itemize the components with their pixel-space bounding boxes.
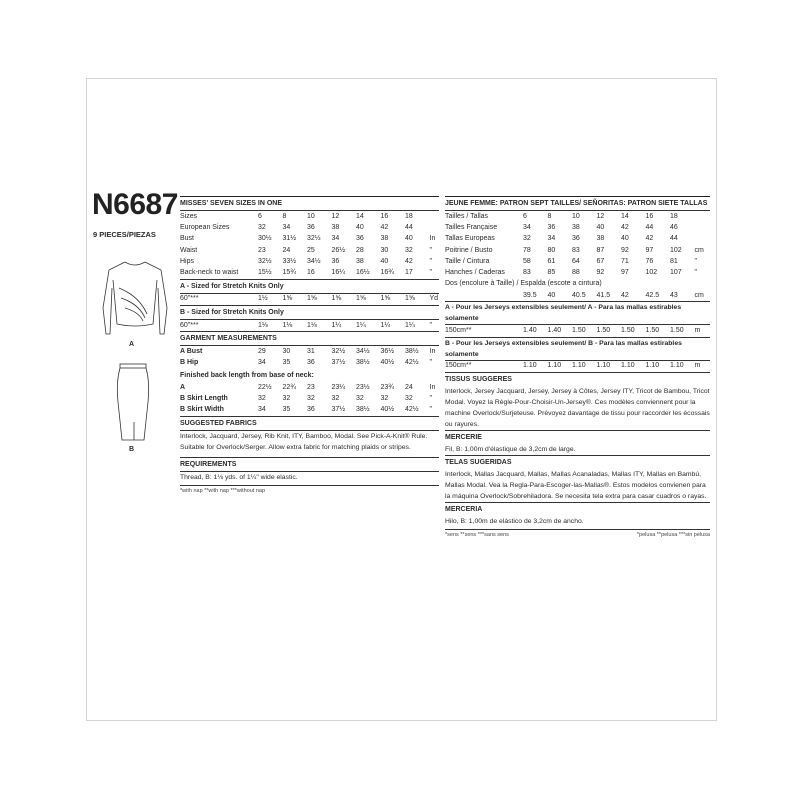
row-value: 40 [380,257,389,265]
row-unit: cm [694,246,704,254]
row-value: 40 [621,235,629,243]
row-label: Hips [180,257,195,265]
row-value: 34 [547,235,556,243]
row-unit: Yd [429,295,439,303]
row-unit: In [429,383,436,391]
row-label: Tailles Française [445,223,498,231]
garment-row [180,346,439,357]
footnote-es: *pelusa **pelusa ***sin pelusa [636,531,710,538]
row-unit: " [429,257,432,265]
tissus-title: TISSUS SUGGERES [445,375,512,383]
row-unit: " [694,257,697,265]
row-value: 41.5 [596,291,611,299]
row-value: 38 [572,223,580,231]
row-value: 58 [523,257,531,265]
section-b-title-fr-es: B - Pour les Jerseys extensibles seulement/ B - Para las mallas estirables solamente [445,339,682,358]
row-unit: " [429,269,432,277]
row-value: 38 [380,235,389,243]
row-unit: " [429,406,432,414]
row-value: 14 [621,212,629,220]
row-value: 34 [258,406,266,414]
view-a-label: A [129,341,135,348]
row-value: 38 [331,223,340,231]
row-value: 24 [282,246,291,254]
row-unit: " [694,269,697,277]
row-value: 16¾ [380,269,395,277]
row-unit: cm [694,291,704,299]
row-value: 32 [258,394,266,402]
row-value: 22¾ [282,383,297,391]
section-a-title: A - Sized for Stretch Knits Only [180,282,284,290]
row-value: 22½ [258,383,272,391]
row-unit: In [429,235,436,243]
row-value: 30½ [258,235,272,243]
metrage-b-row [445,361,710,372]
row-value: 26½ [331,246,346,254]
row-value: 38 [596,235,605,243]
row-value: 16 [380,212,389,220]
yardage-a-row [180,294,439,305]
size-row [180,211,439,222]
chart-title-fr-es: JEUNE FEMME: PATRON SEPT TAILLES/ SEÑORITAS: PATRON SIETE TALLAS [445,200,708,207]
row-value: 76 [645,257,654,265]
row-value: 1⅝ [307,295,317,303]
row-value: 40 [547,291,556,299]
row-value: 43 [670,291,678,299]
row-value: 44 [405,223,413,231]
row-value: 1.10 [621,362,635,370]
row-value: 1.40 [547,327,562,335]
row-label: Sizes [180,212,198,220]
suggested-fabrics-text: Interlock, Jacquard, Jersey, Rib Knit, ITY, Bamboo, Modal. See Pick-A-Knit® Rule. Suitable for Overlock/Serger. Allow extra fabric for matching plaids or stripes. [180,432,428,451]
size-row [180,234,439,245]
section-a-title-fr-es: A - Pour les Jerseys extensibles seulement/ A - Para las mallas estirables solamente [445,304,682,323]
row-label: 60"*** [180,321,199,329]
yardage-b-row [180,320,439,331]
row-value: 30 [282,348,291,356]
size-fr-es-row [445,245,710,256]
row-value: 1½ [258,295,268,303]
row-value: 102 [645,269,658,277]
row-value: 36 [356,235,364,243]
view-a-sketch [95,258,175,338]
row-value: 32½ [258,257,272,265]
row-value: 1.10 [596,362,611,370]
size-fr-es-row [445,211,710,222]
row-value: 42 [405,257,413,265]
row-label: 150cm** [445,327,472,335]
row-value: 40 [405,235,413,243]
row-value: 1.10 [670,362,684,370]
row-value: 32 [523,235,531,243]
row-value: 44 [645,223,654,231]
row-value: 38½ [356,359,370,367]
row-value: 34 [523,223,531,231]
row-value: 8 [547,212,552,220]
row-value: 31½ [282,235,297,243]
row-value: 15¾ [282,269,297,277]
mercerie-text: Fil, B: 1,00m d'élastique de 3,2cm de large. [445,445,576,453]
size-fr-es-row [445,267,710,278]
row-value: 36 [307,223,315,231]
row-value: 1⅛ [282,321,293,329]
row-value: 1⅝ [356,295,366,303]
merceria-title: MERCERIA [445,505,483,513]
telas-text: Interlock, Mallas Jacquard, Mallas, Mallas Acanaladas, Mallas ITY, Mallas en Bambú, Mallas Modal. Vea la Regla-Para-Escoger-las-Mallas®. Estos modelos convienen para la máquina Overlock/Sobrehiladora. Se necesita tela extra para casar cuadros o rayas. [445,470,707,500]
row-label: Back-neck to waist [180,269,239,277]
french-spanish-size-chart [445,196,710,540]
row-value: 1.10 [645,362,660,370]
row-value: 12 [596,212,605,220]
row-value: 31 [307,348,315,356]
pieces-count: 9 PIECES/PIEZAS [93,230,156,239]
footnote-fr: *sens **sens ***sans sens [445,531,509,538]
row-value: 92 [621,246,629,254]
row-value: 1.50 [572,327,586,335]
row-value: 29 [258,348,266,356]
row-value: 1⅝ [331,295,342,303]
row-value: 14 [356,212,364,220]
row-value: 33½ [282,257,297,265]
requirements-text: Thread, B: 1⅛ yds. of 1¼" wide elastic. [180,473,298,481]
row-value: 36 [572,235,580,243]
suggested-fabrics-title: SUGGESTED FABRICS [180,419,257,427]
row-label: Taille / Cintura [445,257,490,265]
row-value: 38½ [356,406,370,414]
row-value: 32 [380,394,389,402]
row-value: 87 [596,246,605,254]
row-value: 1.50 [645,327,660,335]
row-value: 8 [282,212,287,220]
row-value: 6 [523,212,527,220]
row-value: 32 [331,394,340,402]
row-label: Tailles / Tallas [445,212,489,220]
row-value: 97 [621,269,629,277]
section-b-title: B - Sized for Stretch Knits Only [180,309,284,317]
row-value: 102 [670,246,682,254]
row-value: 16¼ [331,269,346,277]
row-value: 15½ [258,269,272,277]
row-value: 32½ [307,235,321,243]
row-value: 61 [547,257,556,265]
row-value: 34½ [356,348,370,356]
row-value: 32 [307,394,315,402]
row-label: A [180,383,186,391]
row-value: 1⅛ [258,321,268,329]
row-value: 6 [258,212,262,220]
view-b-sketch [104,362,164,442]
row-value: 97 [645,246,654,254]
row-unit: " [429,246,432,254]
back-length-row [180,382,439,393]
size-row [180,222,439,233]
row-label: B Skirt Length [180,394,228,402]
row-value: 107 [670,269,682,277]
row-value: 71 [621,257,629,265]
row-value: 85 [547,269,556,277]
row-label: Bust [180,235,195,243]
row-value: 1¼ [405,321,415,329]
row-label: A Bust [180,348,203,356]
row-value: 83 [572,246,580,254]
row-value: 16½ [356,269,370,277]
row-value: 42 [645,235,654,243]
size-row [180,267,439,278]
row-value: 40 [356,223,364,231]
row-value: 25 [307,246,315,254]
row-value: 40.5 [572,291,586,299]
garment-measurements-title: GARMENT MEASUREMENTS [180,335,277,343]
row-value: 36 [307,359,315,367]
row-value: 1.40 [523,327,537,335]
row-value: 32 [282,394,291,402]
row-value: 1.50 [621,327,635,335]
row-label: Hanches / Caderas [445,269,505,277]
row-value: 80 [547,246,556,254]
merceria-text: Hilo, B: 1,00m de elástico de 3,2cm de ancho. [445,517,584,525]
size-fr-es-row [445,256,710,267]
row-value: 1.50 [596,327,611,335]
row-value: 32 [356,394,364,402]
row-value: 1¼ [331,321,342,329]
row-label: B Skirt Width [180,406,224,414]
row-unit: " [429,321,432,329]
size-fr-es-row [445,222,710,233]
row-value: 1⅝ [380,295,391,303]
row-value: 24 [405,383,413,391]
row-label: 60"*** [180,295,199,303]
row-value: 23¾ [380,383,395,391]
row-value: 28 [356,246,364,254]
chart-title: MISSES' SEVEN SIZES IN ONE [180,200,283,207]
row-unit: m [694,327,701,335]
row-unit: m [694,362,701,370]
row-value: 67 [596,257,605,265]
row-label: Tallas Europeas [445,235,495,243]
row-value: 18 [405,212,413,220]
row-value: 1⅛ [307,321,317,329]
row-value: 36 [331,257,340,265]
row-value: 35 [282,406,291,414]
metrage-a-row [445,325,710,336]
row-value: 1.10 [523,362,537,370]
row-value: 1⅝ [282,295,293,303]
row-value: 88 [572,269,580,277]
garment-row [180,358,439,369]
row-value: 23¼ [331,383,346,391]
finished-back-length-title: Finished back length from base of neck: [180,371,314,379]
row-label: 150cm** [445,362,472,370]
row-value: 34 [331,235,340,243]
row-value: 40 [596,223,605,231]
row-value: 42 [380,223,389,231]
row-value: 34 [258,359,266,367]
size-row [180,245,439,256]
row-value: 42.5 [645,291,660,299]
row-value: 32 [405,394,413,402]
english-size-chart [180,196,439,496]
row-value: 1.50 [670,327,684,335]
row-label: Poitrine / Busto [445,246,493,254]
row-value: 78 [523,246,531,254]
row-value: 34 [282,223,291,231]
row-value: 35 [282,359,291,367]
row-value: 37½ [331,406,346,414]
row-value: 36½ [380,348,395,356]
mercerie-title: MERCERIE [445,433,482,441]
row-value: 10 [572,212,580,220]
row-value: 16 [645,212,654,220]
row-value: 10 [307,212,315,220]
row-value: 18 [670,212,678,220]
row-value: 17 [405,269,413,277]
row-unit: " [429,394,432,402]
row-value: 12 [331,212,340,220]
row-value: 23½ [356,383,370,391]
row-value: 34½ [307,257,321,265]
row-value: 44 [670,235,678,243]
view-b-label: B [129,446,135,453]
row-value: 30 [380,246,389,254]
dos-label-row: Dos (encolure à Taille) / Espalda (escote a cintura) [445,280,602,288]
row-value: 64 [572,257,580,265]
size-row [180,256,439,267]
row-value: 39.5 [523,291,537,299]
back-length-row [180,405,439,416]
row-unit: In [429,348,436,356]
row-value: 40½ [380,359,395,367]
row-label: European Sizes [180,223,230,231]
row-value: 42 [621,291,629,299]
row-value: 1.10 [572,362,586,370]
size-fr-es-row [445,234,710,245]
row-value: 1¼ [380,321,391,329]
row-value: 16 [307,269,315,277]
row-value: 83 [523,269,531,277]
row-value: 38½ [405,348,419,356]
row-value: 37½ [331,359,346,367]
row-value: 42½ [405,359,419,367]
row-value: 32 [258,223,266,231]
row-value: 36 [547,223,556,231]
row-value: 1⅝ [405,295,415,303]
row-value: 42½ [405,406,419,414]
row-value: 92 [596,269,605,277]
row-value: 23 [307,383,315,391]
row-value: 81 [670,257,678,265]
requirements-title: REQUIREMENTS [180,460,237,468]
row-value: 23 [258,246,266,254]
row-value: 46 [670,223,678,231]
row-label: B Hip [180,359,199,367]
row-unit: " [429,359,432,367]
pattern-number: N6687 [92,188,178,221]
row-value: 1.10 [547,362,562,370]
row-value: 40½ [380,406,395,414]
row-value: 38 [356,257,364,265]
telas-title: TELAS SUGERIDAS [445,458,512,466]
row-value: 1¼ [356,321,366,329]
row-value: 42 [621,223,629,231]
row-value: 32 [405,246,413,254]
row-value: 36 [307,406,315,414]
footnote: *with nap **with nap ***without nap [180,487,266,494]
back-length-row [180,393,439,404]
row-value: 32½ [331,348,346,356]
tissus-text: Interlock, Jersey Jacquard, Jersey, Jersey à Côtes, Jersey ITY, Tricot de Bambou, Tricot Modal. Voyez la Règle-Pour-Choisir-Un-Jersey®. Ces modèles conviennent pour la machine Overlock/Surjeteuse. Prévoyez davantage de tissu pour raccorder les écossais ou rayures. [445,387,710,428]
dos-row [445,290,710,301]
row-label: Waist [180,246,198,254]
